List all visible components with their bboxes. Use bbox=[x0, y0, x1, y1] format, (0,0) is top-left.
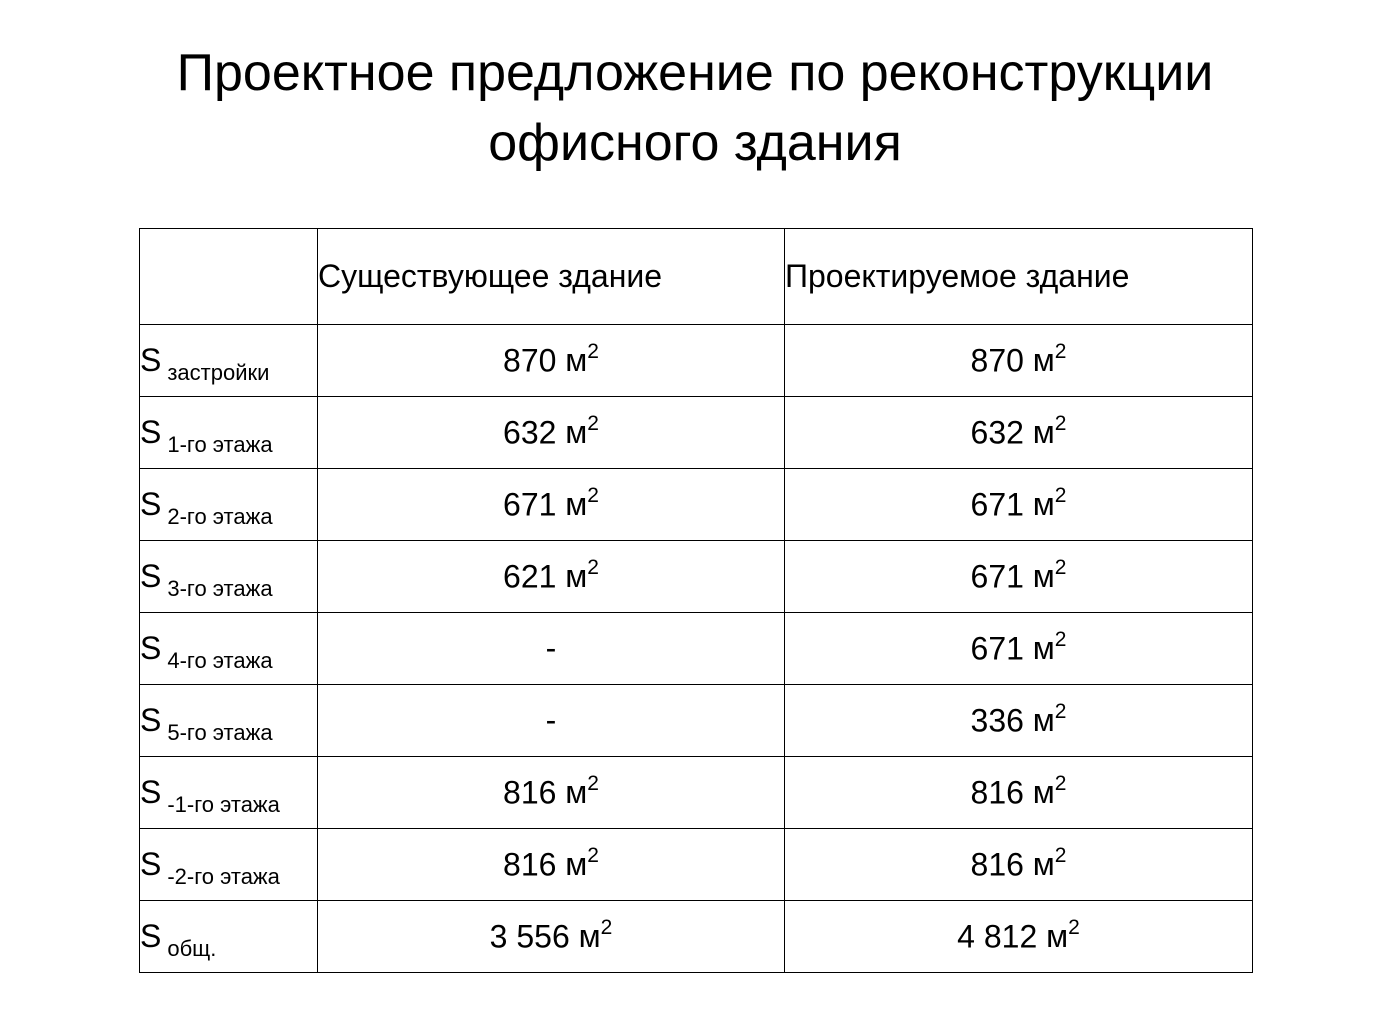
unit-base: м bbox=[565, 846, 588, 883]
unit-base: м bbox=[565, 774, 588, 811]
unit-label bbox=[570, 915, 613, 955]
table-row bbox=[140, 541, 1253, 613]
projected-value-cell bbox=[785, 397, 1253, 469]
unit-exponent: 2 bbox=[1054, 699, 1067, 723]
projected-value: 671 bbox=[970, 630, 1024, 667]
unit-base: м bbox=[1032, 486, 1055, 523]
existing-value: 816 bbox=[503, 774, 557, 811]
unit-label bbox=[1024, 483, 1067, 523]
projected-value-cell bbox=[785, 613, 1253, 685]
row-label-cell bbox=[140, 325, 318, 397]
table-row bbox=[140, 613, 1253, 685]
existing-value: 632 bbox=[503, 414, 557, 451]
area-subscript: 4-го этажа bbox=[167, 648, 273, 673]
table-row bbox=[140, 325, 1253, 397]
unit-base: м bbox=[1046, 918, 1069, 955]
unit-base: м bbox=[565, 486, 588, 523]
area-symbol: S bbox=[140, 774, 162, 810]
row-label-cell bbox=[140, 469, 318, 541]
title-line-2: офисного здания bbox=[488, 114, 902, 172]
unit-exponent: 2 bbox=[1054, 411, 1067, 435]
area-symbol: S bbox=[140, 486, 162, 522]
unit-exponent: 2 bbox=[587, 483, 599, 507]
header-projected-building: Проектируемое здание bbox=[785, 229, 1253, 325]
projected-value-cell bbox=[785, 541, 1253, 613]
unit-base: м bbox=[565, 342, 588, 379]
unit-exponent: 2 bbox=[1054, 339, 1067, 363]
header-empty-cell bbox=[140, 229, 318, 325]
existing-value-cell bbox=[318, 829, 785, 901]
unit-exponent: 2 bbox=[1068, 915, 1080, 939]
projected-value: 816 bbox=[970, 846, 1024, 883]
unit-exponent: 2 bbox=[1054, 771, 1067, 795]
projected-value: 632 bbox=[970, 414, 1024, 451]
unit-label bbox=[1024, 339, 1067, 379]
area-subscript: -1-го этажа bbox=[167, 792, 280, 817]
area-subscript: 1-го этажа bbox=[167, 432, 273, 457]
area-subscript: застройки bbox=[167, 360, 270, 385]
unit-exponent: 2 bbox=[600, 915, 613, 939]
existing-value: - bbox=[545, 702, 557, 738]
existing-value: 621 bbox=[503, 558, 557, 595]
unit-base: м bbox=[1032, 846, 1055, 883]
existing-value-cell bbox=[318, 613, 785, 685]
row-label-cell bbox=[140, 829, 318, 901]
projected-value: 336 bbox=[970, 702, 1024, 739]
unit-label bbox=[1024, 411, 1067, 451]
area-subscript: общ. bbox=[167, 936, 217, 961]
unit-exponent: 2 bbox=[587, 555, 599, 579]
unit-label bbox=[1024, 627, 1067, 667]
unit-label bbox=[556, 771, 599, 811]
unit-exponent: 2 bbox=[1054, 483, 1067, 507]
row-label-cell bbox=[140, 757, 318, 829]
area-symbol: S bbox=[140, 630, 162, 666]
unit-exponent: 2 bbox=[587, 411, 599, 435]
existing-value-cell bbox=[318, 901, 785, 973]
area-symbol: S bbox=[140, 342, 162, 378]
projected-value-cell bbox=[785, 469, 1253, 541]
unit-base: м bbox=[1032, 414, 1055, 451]
unit-label bbox=[1024, 699, 1067, 739]
existing-value: - bbox=[545, 630, 557, 666]
projected-value-cell bbox=[785, 901, 1253, 973]
area-symbol: S bbox=[140, 846, 162, 882]
unit-base: м bbox=[1032, 774, 1055, 811]
projected-value: 671 bbox=[970, 558, 1024, 595]
projected-value-cell bbox=[785, 685, 1253, 757]
existing-value-cell bbox=[318, 469, 785, 541]
unit-exponent: 2 bbox=[1054, 555, 1067, 579]
unit-label bbox=[1024, 555, 1067, 595]
unit-exponent: 2 bbox=[587, 339, 599, 363]
header-existing-building: Существующее здание bbox=[318, 229, 785, 325]
area-symbol: S bbox=[140, 918, 162, 954]
unit-label bbox=[556, 483, 599, 523]
unit-label bbox=[1024, 771, 1067, 811]
row-label-cell bbox=[140, 397, 318, 469]
unit-base: м bbox=[565, 414, 588, 451]
unit-label bbox=[1037, 915, 1080, 955]
projected-value: 870 bbox=[970, 342, 1024, 379]
area-subscript: 2-го этажа bbox=[167, 504, 273, 529]
title-line-1: Проектное предложение по реконструкции bbox=[176, 44, 1214, 102]
area-symbol: S bbox=[140, 702, 162, 738]
table-body bbox=[140, 229, 1253, 973]
unit-base: м bbox=[1032, 702, 1055, 739]
unit-exponent: 2 bbox=[1054, 627, 1067, 651]
existing-value-cell bbox=[318, 541, 785, 613]
unit-base: м bbox=[578, 918, 601, 955]
area-symbol: S bbox=[140, 414, 162, 450]
table-row bbox=[140, 829, 1253, 901]
existing-value: 816 bbox=[503, 846, 557, 883]
unit-label bbox=[556, 555, 599, 595]
existing-value-cell bbox=[318, 397, 785, 469]
projected-value: 816 bbox=[970, 774, 1024, 811]
existing-value-cell bbox=[318, 685, 785, 757]
projected-value-cell bbox=[785, 829, 1253, 901]
unit-label bbox=[556, 339, 599, 379]
area-subscript: -2-го этажа bbox=[167, 864, 280, 889]
row-label-cell bbox=[140, 541, 318, 613]
projected-value-cell bbox=[785, 325, 1253, 397]
projected-value: 4 812 bbox=[957, 918, 1038, 955]
existing-value: 870 bbox=[503, 342, 557, 379]
page-title bbox=[0, 38, 1382, 178]
existing-value: 671 bbox=[503, 486, 557, 523]
unit-exponent: 2 bbox=[587, 771, 599, 795]
table-row bbox=[140, 757, 1253, 829]
existing-value-cell bbox=[318, 325, 785, 397]
projected-value: 671 bbox=[970, 486, 1024, 523]
table-row bbox=[140, 397, 1253, 469]
table-header-row bbox=[140, 229, 1253, 325]
unit-label bbox=[556, 843, 599, 883]
existing-value: 3 556 bbox=[489, 918, 570, 955]
area-subscript: 5-го этажа bbox=[167, 720, 273, 745]
unit-base: м bbox=[1032, 558, 1055, 595]
projected-value-cell bbox=[785, 757, 1253, 829]
area-subscript: 3-го этажа bbox=[167, 576, 273, 601]
table-row bbox=[140, 901, 1253, 973]
area-symbol: S bbox=[140, 558, 162, 594]
unit-exponent: 2 bbox=[1054, 843, 1067, 867]
unit-label bbox=[556, 411, 599, 451]
row-label-cell bbox=[140, 613, 318, 685]
area-comparison-table bbox=[139, 228, 1253, 973]
existing-value-cell bbox=[318, 757, 785, 829]
row-label-cell bbox=[140, 901, 318, 973]
unit-base: м bbox=[1032, 342, 1055, 379]
unit-label bbox=[1024, 843, 1067, 883]
table-row bbox=[140, 469, 1253, 541]
unit-base: м bbox=[565, 558, 588, 595]
row-label-cell bbox=[140, 685, 318, 757]
table-row bbox=[140, 685, 1253, 757]
unit-base: м bbox=[1032, 630, 1055, 667]
unit-exponent: 2 bbox=[587, 843, 599, 867]
